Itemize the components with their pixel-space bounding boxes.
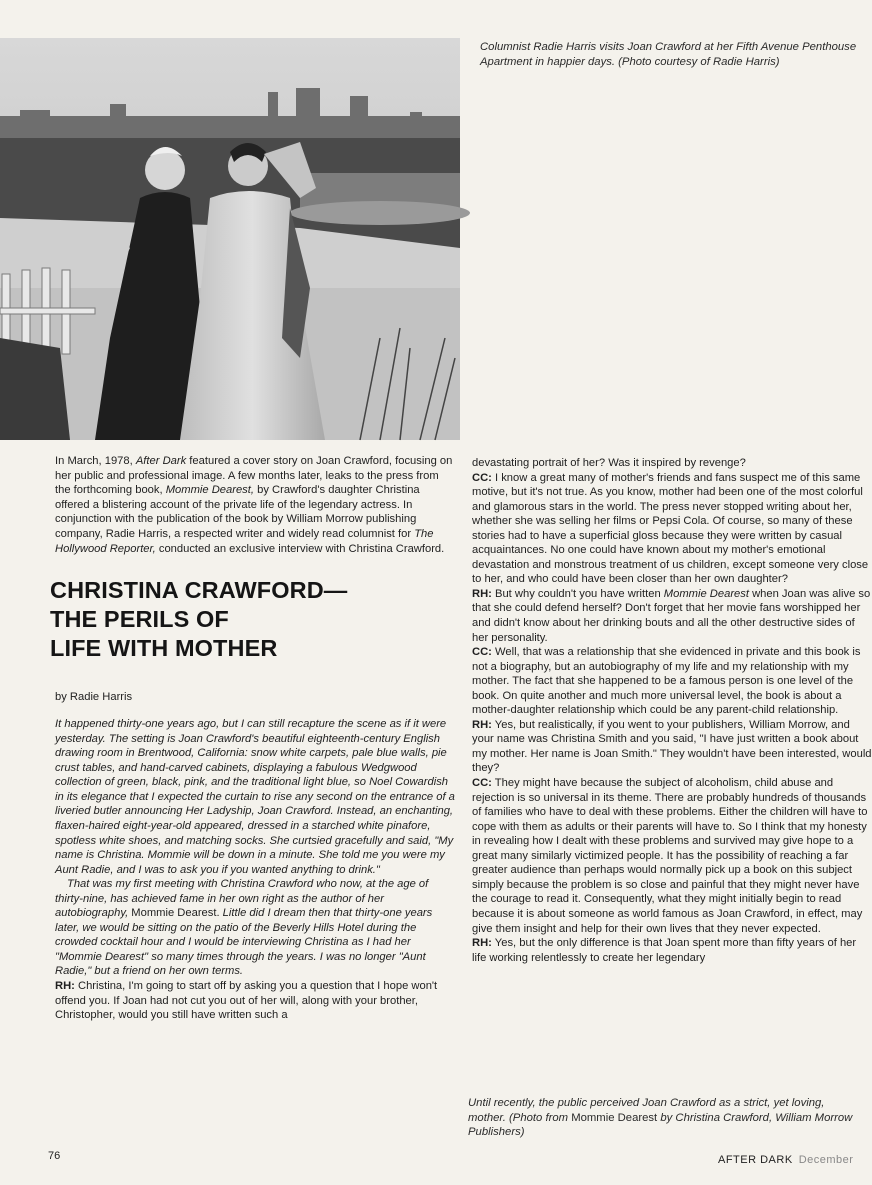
left-column <box>50 454 455 1023</box>
speaker-label: RH: <box>472 937 492 950</box>
question-rh-1 <box>55 979 455 1023</box>
speaker-label: RH: <box>55 980 75 992</box>
headline-line-2: THE PERILS OF <box>50 606 229 633</box>
speaker-label: CC: <box>472 646 492 659</box>
caption-book-title: Mommie Dearest <box>571 1111 658 1124</box>
article-headline <box>50 576 455 663</box>
intro-paragraph <box>55 454 455 556</box>
right-column <box>472 456 872 965</box>
speaker-label: RH: <box>472 587 492 600</box>
answer-cc-3 <box>472 776 872 936</box>
intro-paper-title: The Hollywood Reporter, <box>55 527 434 555</box>
continued-question: devastating portrait of her? Was it inspired by revenge? <box>472 457 746 469</box>
page-number: 76 <box>48 1150 61 1162</box>
question-rh-3 <box>472 718 872 776</box>
photo-penthouse-terrace <box>0 38 460 440</box>
speaker-label: CC: <box>472 471 492 484</box>
second-paragraph <box>55 877 455 979</box>
question-rh-4 <box>472 936 872 965</box>
caption-text: Until recently, the public perceived Joan Crawford as a strict, yet loving, mother. (Photo from <box>468 1097 825 1124</box>
issue-month: December <box>798 1154 854 1166</box>
book-title: Mommie Dearest <box>663 587 749 600</box>
question-text: Yes, but the only difference is that Joan spent more than fifty years of her life working relentlessly to create her legendary <box>472 937 857 964</box>
intro-text: featured a cover story on Joan Crawford, focusing on her public and professional image. A few months later, leaks to the press from the forthcoming book, <box>55 455 453 497</box>
answer-text: Well, that was a relationship that she evidenced in private and this book is not a biography, but an autobiography of my life and my relationship with my mother. The fact that she happened to be a famous person is one level of the book. On quite another and much more universal level, the book is about a mother-daughter relationship which could be any parent-child relationship. <box>472 646 861 717</box>
magazine-name: AFTER DARK <box>718 1154 793 1166</box>
speaker-label: RH: <box>472 718 492 731</box>
intro-magazine-title: After Dark <box>135 455 187 467</box>
answer-cc-2 <box>472 645 872 718</box>
speaker-label: CC: <box>472 777 492 790</box>
para-text: That was my first meeting with Christina Crawford who now, at the age of thirty-nine, has achieved fame in her own right as the author of her autobiography, <box>55 878 429 920</box>
photo-illustration <box>0 38 460 440</box>
photo-caption-bottom <box>468 1096 858 1140</box>
question-text: Yes, but realistically, if you went to your publishers, William Morrow, and your name was Christina Smith and you said, "I have just written a book about my mother. Her name is Joan Smith." They wouldn't have been interested, would they? <box>472 718 872 775</box>
book-title: Mommie Dearest. <box>131 907 220 920</box>
answer-text: I know a great many of mother's friends and fans suspect me of this same motive, but it's not true. As you know, mother had been one of the most colorful and glamorous stars in the world. The press never stopped writing about her, whether she was selling her films or Pepsi Cola. Of course, so many of these stories had to have a superficial gloss because they were written by casual acquaintances. No one could have known about my mother's emotional devastation and monstrous treatment of us children, except someone very close to her, and who could have been closer than her own daughter? <box>472 471 869 586</box>
intro-text: by Crawford's daughter Christina offered a blistering account of the private life of the legendary actress. In conjunction with the publication of the book by William Morrow publishing company, Radie Harris, a respected writer and widely read columnist for <box>55 484 420 540</box>
headline-line-3: LIFE WITH MOTHER <box>50 635 278 662</box>
para-text: Little did I dream then that thirty-one years later, we would be sitting on the patio of the Beverly Hills Hotel during the crowded cocktail hour and I would be interviewing Christina as I had her "Mommie Dearest" so many times through the years. I was no longer "Aunt Radie," but a friend on her own terms. <box>55 907 433 978</box>
question-rh-2 <box>472 587 872 645</box>
caption-text: by Christina Crawford, William Morrow Publishers) <box>468 1111 853 1138</box>
photo-caption-top: Columnist Radie Harris visits Joan Crawford at her Fifth Avenue Penthouse Apartment in happier days. (Photo courtesy of Radie Harris) <box>480 41 857 68</box>
headline-line-1: CHRISTINA CRAWFORD— <box>50 577 348 604</box>
footer-magazine <box>718 1154 853 1166</box>
opening-italic-paragraph: It happened thirty-one years ago, but I can still recapture the scene as if it were yesterday. The setting is Joan Crawford's beautiful eighteenth-century English drawing room in Brentwood, California: snow white carpets, pale blue walls, pie crust tables, and hand-carved cabinets, displaying a fabulous Wedgwood collection of green, black, pink, and the traditional light blue, so Noel Cowardish in its elegance that I expected the curtain to rise any second on the entrance of a liveried butler announcing Her Ladyship, Joan Crawford. Instead, an enchanting, flaxen-haired eight-year-old appeared, dressed in a starched white pinafore, spotless white shoes, and matching socks. She curtsied gracefully and said, "My name is Christina. Mommie will be down in a minute. She told me you were my Aunt Radie, and I was to ask you if you wanted anything to drink." <box>55 718 455 876</box>
intro-book-title: Mommie Dearest, <box>165 484 254 497</box>
answer-cc-1 <box>472 471 872 587</box>
byline: by Radie Harris <box>55 691 133 704</box>
question-text: But why couldn't you have written <box>491 587 664 600</box>
answer-text: They might have because the subject of alcoholism, child abuse and rejection is so universal in its theme. There are probably hundreds of thousands of families who have to deal with these problems. Either the children will have to cope with them as adults or their parents will have to. So I think that my honesty in revealing how I dealt with these problems and survived may give hope to a great many similarly victimized people. It has the possibility of reaching a far greater audience than perhaps would normally pick up a book on this subject simply because the problem is so close and painful that they might never have the courage to read it. Consequently, what they might initially begin to read because it is about someone as world famous as Joan Crawford, in effect, may give them insight and help for their own lives that they never expected. <box>472 777 868 935</box>
intro-text: In March, 1978, <box>55 455 136 467</box>
intro-text: conducted an exclusive interview with Christina Crawford. <box>155 542 445 555</box>
question-text: when Joan was alive so that she could defend herself? Don't forget that her movie fans worshipped her and didn't know about her drinking bouts and all the other destructive sides of her personality. <box>472 587 871 644</box>
question-text: Christina, I'm going to start off by asking you a question that I hope won't offend you. If Joan had not cut you out of her will, along with your brother, Christopher, would you still have written such a <box>55 980 438 1022</box>
